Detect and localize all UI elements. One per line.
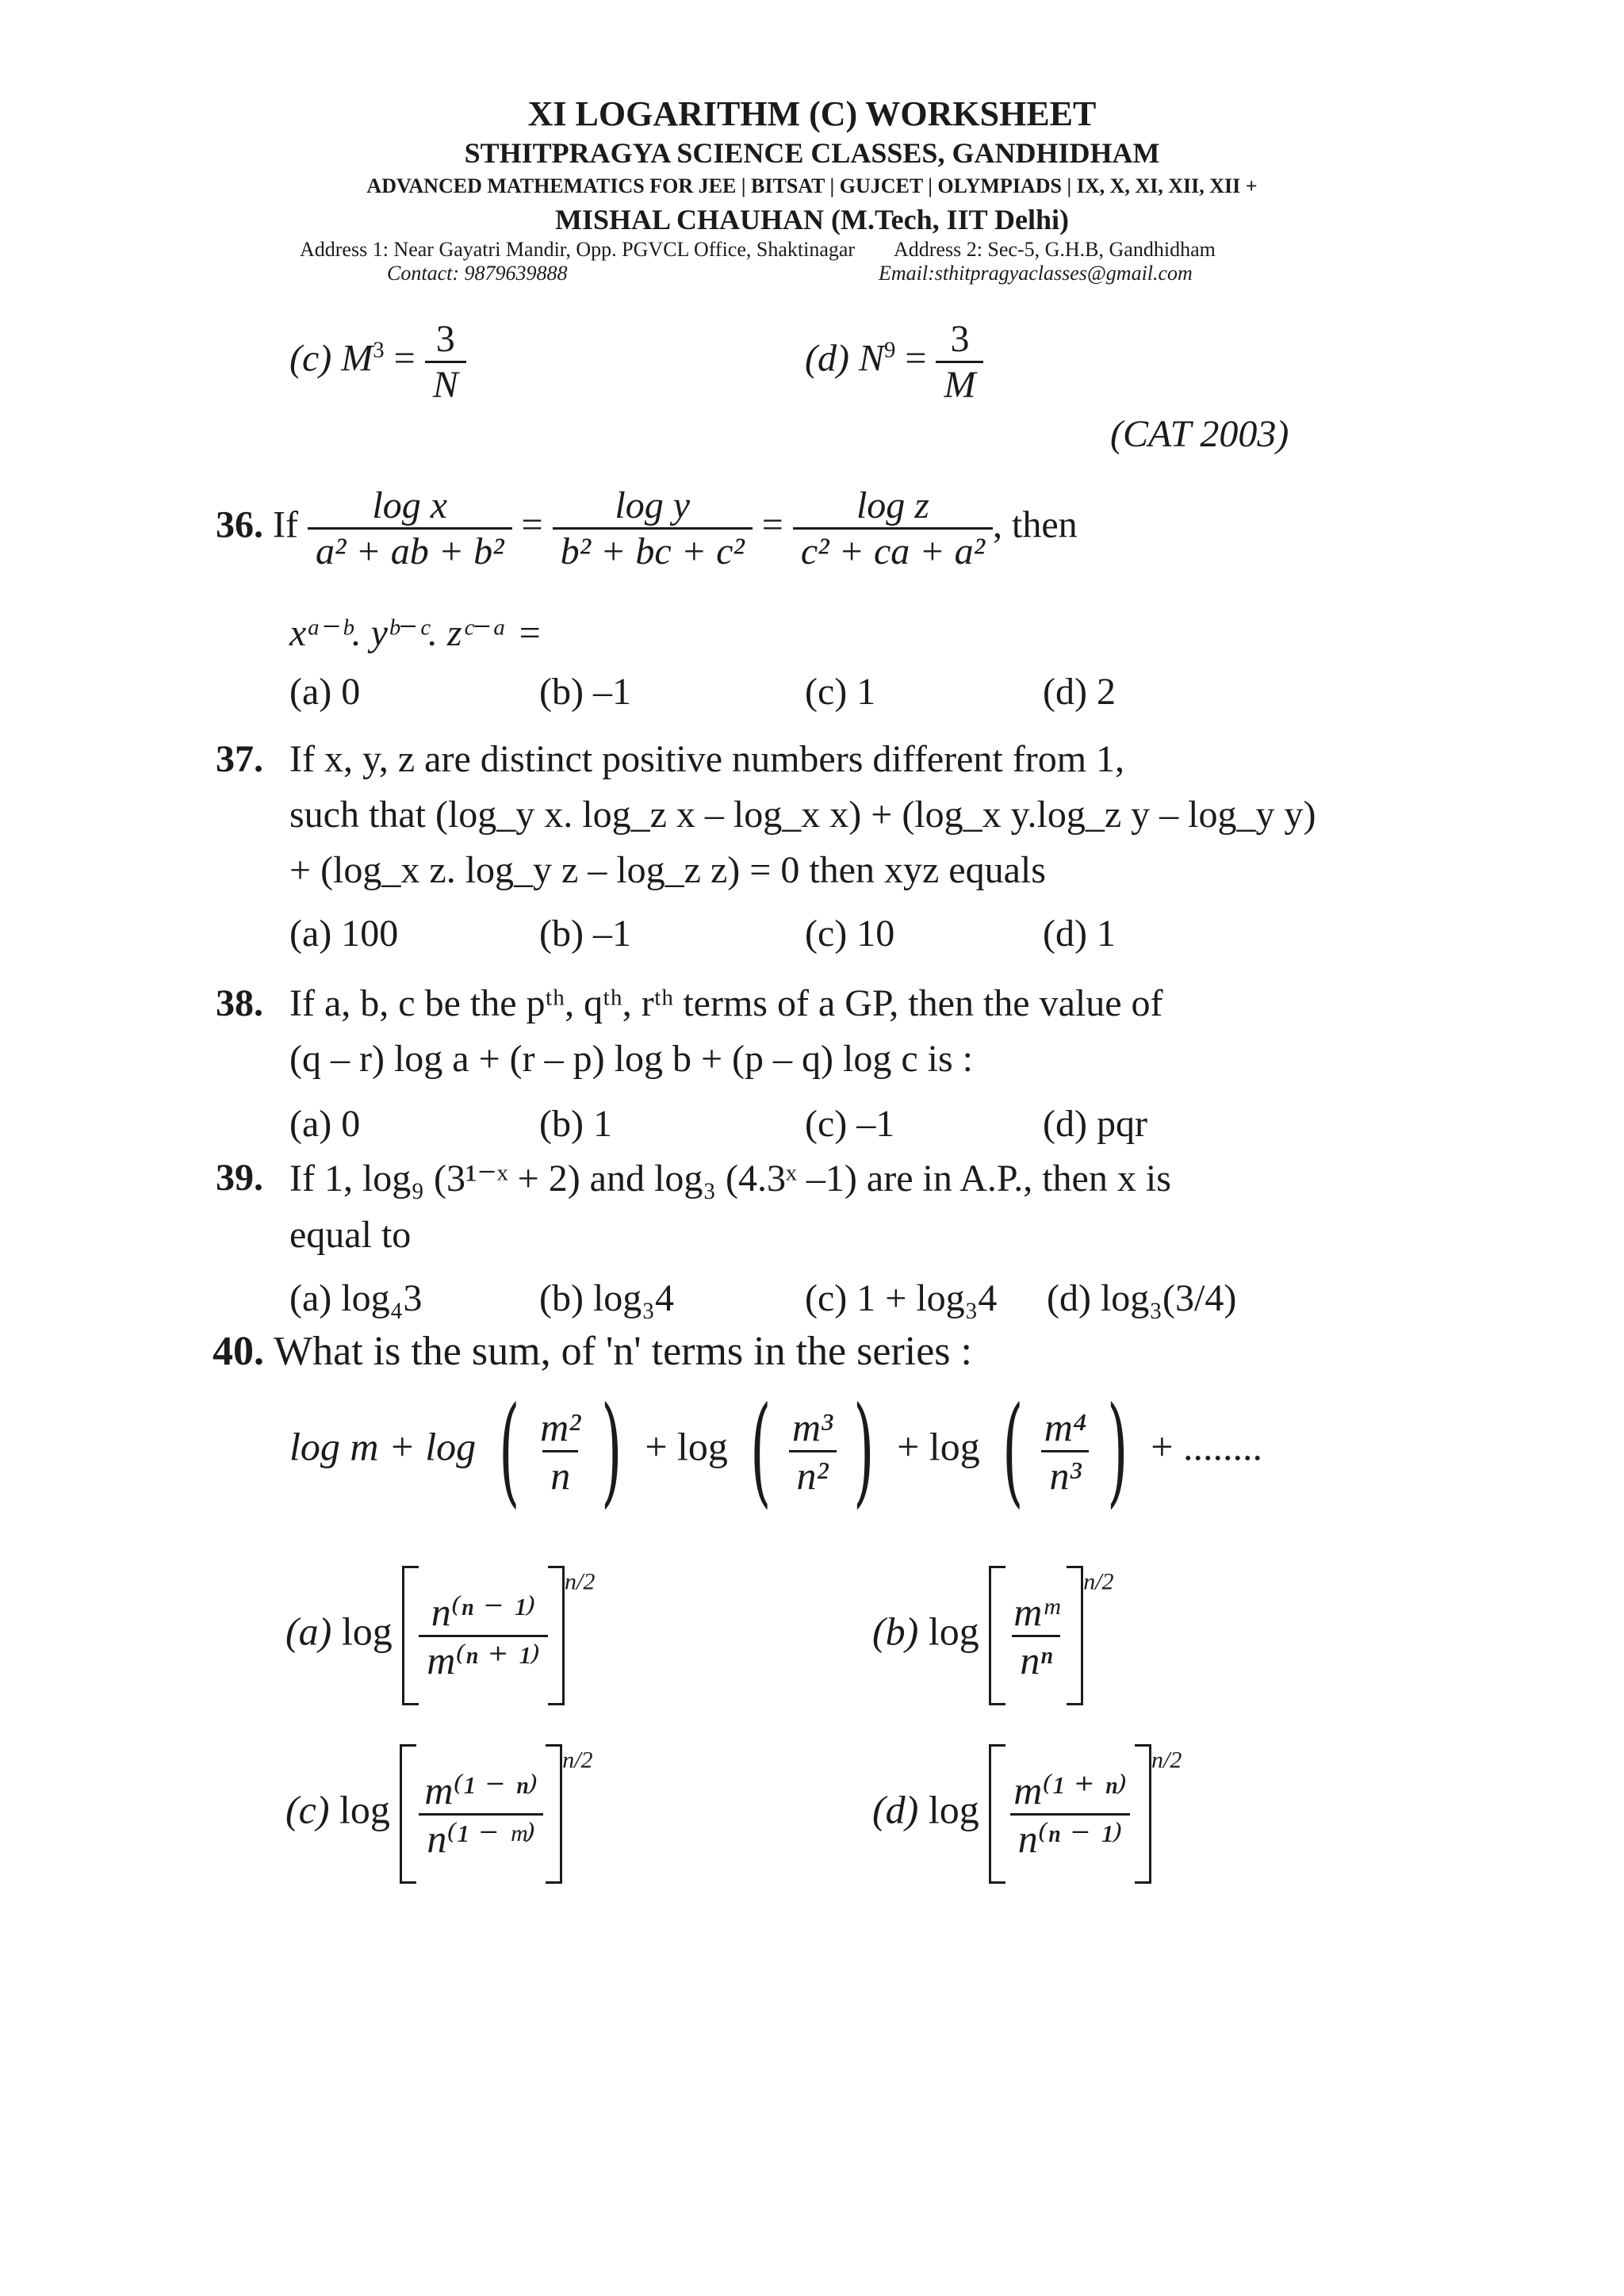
- q40-option-b-label: (b): [872, 1609, 919, 1654]
- q40-t3-num: m³: [791, 1404, 833, 1449]
- q38-option-b: (b) 1: [539, 1103, 612, 1145]
- q40-t2-den: n: [542, 1450, 578, 1498]
- courses-line: ADVANCED MATHEMATICS FOR JEE | BITSAT | GUJCET | OLYMPIADS | IX, X, XI, XII, XII +: [366, 174, 1258, 197]
- q36-number: 36.: [216, 503, 263, 546]
- bracket-right: [546, 1744, 562, 1884]
- q40-option-c-num: m⁽¹ ⁻ ⁿ⁾: [424, 1767, 538, 1812]
- q37-option-a: (a) 100: [289, 913, 399, 955]
- q35-option-d-label: (d): [805, 337, 849, 380]
- contact-phone: Contact: 9879639888: [387, 262, 568, 285]
- q40-question: What is the sum, of 'n' terms in the series :: [274, 1329, 972, 1374]
- q37-option-b: (b) –1: [539, 913, 631, 955]
- q39-option-c: (c) 1 + log₃4: [805, 1277, 998, 1319]
- bracket-right: [548, 1566, 565, 1705]
- q36-f2-num: log y: [615, 484, 691, 526]
- q38-option-a: (a) 0: [289, 1103, 361, 1145]
- q39-option-a: (a) log₄3: [289, 1277, 423, 1319]
- contact-email: Email:sthitpragyaclasses@gmail.com: [879, 262, 1193, 285]
- q35-option-c-fraction: [425, 317, 466, 407]
- bracket-left: [400, 1744, 416, 1884]
- teacher-name: MISHAL CHAUHAN (M.Tech, IIT Delhi): [554, 204, 1070, 235]
- q35-option-c: (c) $M^3$ = $\frac{3}{N}$: [289, 317, 466, 407]
- q35-option-c-den: N: [425, 361, 466, 407]
- q38-line-1: If a, b, c be the pᵗʰ, qᵗʰ, rᵗʰ terms of a GP, then the value of: [289, 982, 1163, 1024]
- q40-option-d-num: m⁽¹ ⁺ ⁿ⁾: [1013, 1767, 1128, 1812]
- q40-option-a-num: n⁽ⁿ ⁻ ¹⁾: [431, 1589, 536, 1634]
- q40-option-c-power: n/2: [562, 1747, 593, 1774]
- q37-line-1: If x, y, z are distinct positive numbers different from 1,: [289, 738, 1125, 780]
- q37-line-3: + (log_x z. log_y z – log_z z) = 0 then xyz equals: [289, 849, 1046, 891]
- q38-option-c: (c) –1: [805, 1103, 895, 1145]
- q36-f1-den: a² + ab + b²: [308, 527, 512, 573]
- q35-source: (CAT 2003): [1110, 413, 1289, 455]
- q40-option-c-den: n⁽¹ ⁻ ᵐ⁾: [419, 1813, 543, 1862]
- q37-option-c: (c) 10: [805, 913, 895, 955]
- bracket-right: [1067, 1566, 1083, 1705]
- q40-log: log: [929, 1424, 980, 1469]
- q37-line-2: such that (log_y x. log_z x – log_x x) + (log_x y.log_z y – log_y y): [289, 794, 1316, 836]
- q40-option-b-num: mᵐ: [1013, 1589, 1059, 1634]
- q40-option-a-power: n/2: [565, 1568, 596, 1595]
- q40-option-d-power: n/2: [1151, 1747, 1182, 1774]
- q36-option-c: (c) 1: [805, 671, 876, 713]
- question-40: [213, 1328, 972, 1375]
- address-2: Address 2: Sec-5, G.H.B, Gandhidham: [894, 238, 1216, 261]
- q40-option-c-log: log: [339, 1787, 390, 1832]
- q36-expression: xᵃ⁻ᵇ. yᵇ⁻ᶜ. zᶜ⁻ᵃ =: [289, 612, 542, 654]
- q40-option-b: [872, 1566, 1114, 1705]
- q36-fraction-3: [793, 484, 993, 573]
- q37-option-d: (d) 1: [1043, 913, 1116, 955]
- q40-option-d-den: n⁽ⁿ ⁻ ¹⁾: [1010, 1813, 1131, 1862]
- q39-option-d: (d) log₃(3/4): [1047, 1277, 1237, 1319]
- q35-option-d-fraction: [936, 317, 983, 407]
- q40-option-b-den: nⁿ: [1012, 1635, 1060, 1683]
- q35-option-c-lhs: M: [341, 337, 373, 380]
- q37-number: 37.: [216, 738, 263, 780]
- q40-option-a-log: log: [341, 1609, 393, 1654]
- q36-option-a: (a) 0: [289, 671, 361, 713]
- q36-f3-num: log z: [856, 484, 929, 526]
- q36-fraction-2: [553, 484, 753, 573]
- q40-option-a: [285, 1566, 595, 1705]
- q40-ellipsis: + ........: [1151, 1424, 1262, 1469]
- paren-left: (: [1002, 1382, 1024, 1520]
- q40-series-start: log m + log: [289, 1424, 477, 1469]
- q40-plus: +: [897, 1424, 920, 1469]
- worksheet-title: XI LOGARITHM (C) WORKSHEET: [527, 94, 1097, 133]
- q35-option-d-den: M: [936, 361, 983, 407]
- q39-option-b: (b) log₃4: [539, 1277, 675, 1319]
- q40-term-2: [532, 1404, 588, 1498]
- q40-option-d: [872, 1744, 1182, 1884]
- paren-left: (: [498, 1382, 520, 1520]
- q40-t4-num: m⁴: [1044, 1404, 1087, 1449]
- bracket-left: [989, 1744, 1005, 1884]
- q39-number: 39.: [216, 1157, 263, 1199]
- q38-line-2: (q – r) log a + (r – p) log b + (p – q) log c is :: [289, 1038, 973, 1080]
- q40-t3-den: n²: [789, 1450, 837, 1498]
- q36-option-d: (d) 2: [1043, 671, 1116, 713]
- q36-if: If: [273, 503, 298, 546]
- q40-option-c-fraction: [416, 1767, 546, 1862]
- question-36: 36. If $\frac{\text{log x}}{\text{a² + ab + b²}}$ = $\frac{\text{log y}}{\text{b² + bc + c²}}$ = $\frac{\text{log z}}{\text{c² + ca + a²}}$ , then: [216, 484, 1078, 572]
- q40-series: [289, 1382, 1262, 1520]
- q36-then: , then: [993, 503, 1078, 546]
- q36-f2-den: b² + bc + c²: [553, 527, 753, 573]
- q40-t2-num: m²: [540, 1404, 581, 1449]
- q40-option-d-fraction: [1005, 1767, 1135, 1862]
- q38-number: 38.: [216, 982, 263, 1024]
- q39-line-1: If 1, log₉ (3¹⁻ˣ + 2) and log₃ (4.3ˣ –1) are in A.P., then x is: [289, 1158, 1171, 1200]
- q40-option-a-fraction: [419, 1589, 548, 1683]
- q36-fraction-1: [308, 484, 512, 573]
- q40-plus: +: [645, 1424, 668, 1469]
- q40-option-a-den: m⁽ⁿ ⁺ ¹⁾: [419, 1635, 548, 1683]
- q35-option-c-label: (c): [289, 337, 332, 380]
- q35-option-c-exp: 3: [373, 337, 385, 363]
- q40-option-c-label: (c): [285, 1787, 330, 1832]
- q40-option-b-power: n/2: [1083, 1568, 1114, 1595]
- q40-option-c: [285, 1744, 593, 1884]
- q40-log: log: [677, 1424, 728, 1469]
- q35-option-d-lhs: N: [858, 337, 884, 380]
- paren-right: ): [601, 1382, 622, 1520]
- q40-option-b-log: log: [928, 1609, 979, 1654]
- q36-f1-num: log x: [372, 484, 448, 526]
- q40-t4-den: n³: [1041, 1450, 1089, 1498]
- institute-name: STHITPRAGYA SCIENCE CLASSES, GANDHIDHAM: [464, 137, 1160, 169]
- q35-option-d-num: 3: [950, 318, 970, 360]
- q35-option-c-num: 3: [435, 318, 455, 360]
- address-1: Address 1: Near Gayatri Mandir, Opp. PGVCL Office, Shaktinagar: [300, 238, 856, 261]
- q40-term-4: [1036, 1404, 1095, 1498]
- bracket-right: [1135, 1744, 1151, 1884]
- q40-option-b-fraction: [1005, 1589, 1067, 1683]
- paren-left: (: [750, 1382, 772, 1520]
- paren-right: ): [853, 1382, 875, 1520]
- q39-line-2: equal to: [289, 1214, 412, 1256]
- q36-f3-den: c² + ca + a²: [793, 527, 993, 573]
- bracket-left: [989, 1566, 1005, 1705]
- q40-term-3: [784, 1404, 841, 1498]
- q35-option-d: (d) $N^9$ = $\frac{3}{M}$: [805, 317, 983, 407]
- paren-right: ): [1107, 1382, 1128, 1520]
- q40-option-d-log: log: [928, 1787, 979, 1832]
- q40-option-a-label: (a): [285, 1609, 332, 1654]
- q40-option-d-label: (d): [872, 1787, 919, 1832]
- q40-number: 40.: [213, 1329, 264, 1374]
- q38-option-d: (d) pqr: [1043, 1103, 1147, 1145]
- q36-option-b: (b) –1: [539, 671, 631, 713]
- bracket-left: [402, 1566, 419, 1705]
- q35-option-d-exp: 9: [883, 337, 896, 363]
